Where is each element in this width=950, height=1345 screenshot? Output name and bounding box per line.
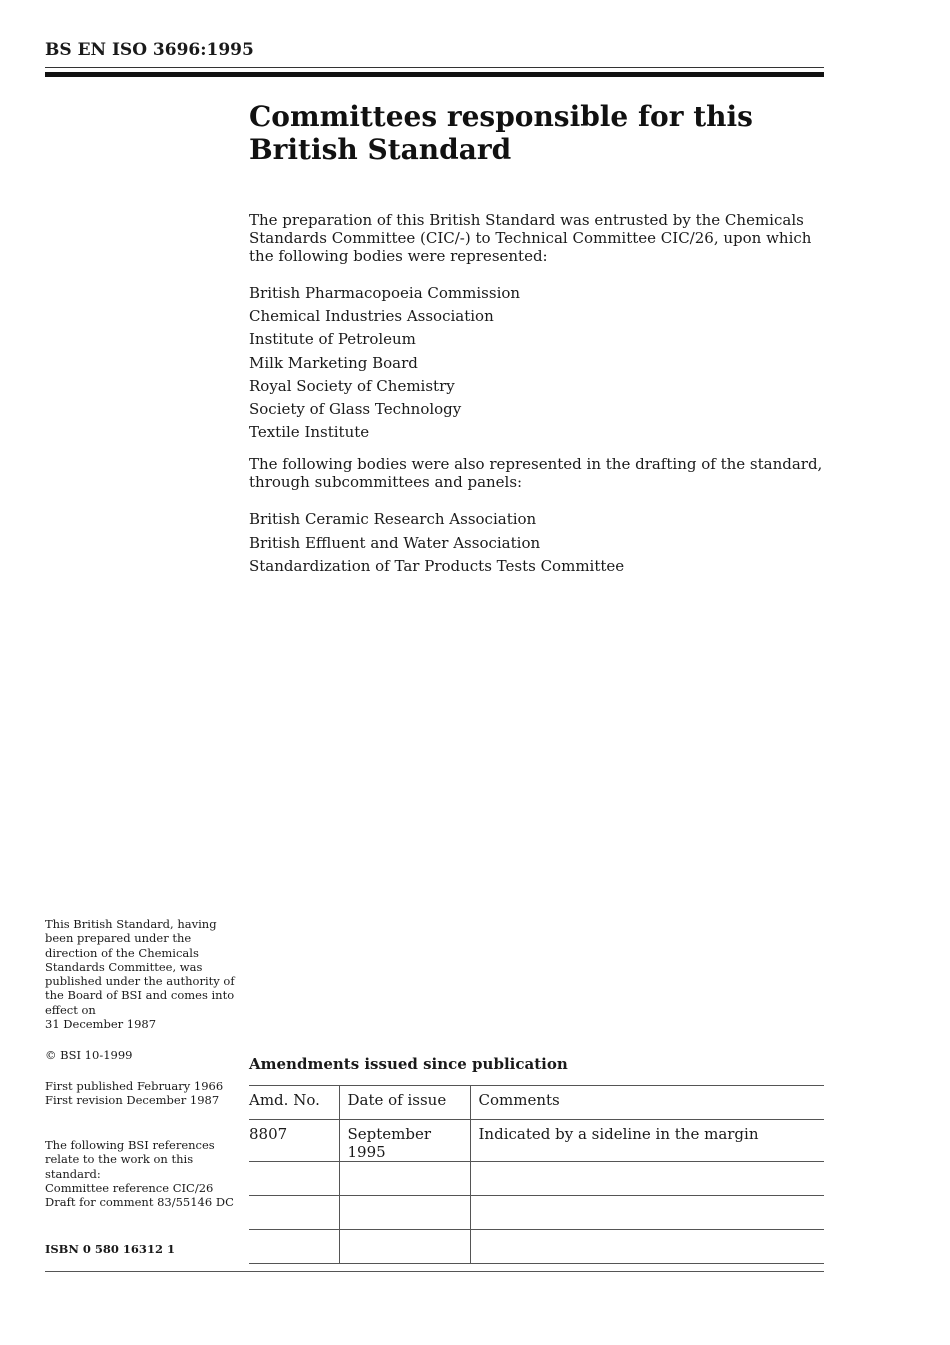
title-line-1: Committees responsible for this — [249, 100, 753, 133]
column-header-comments: Comments — [470, 1086, 824, 1120]
table-header-row — [249, 1086, 824, 1120]
table-row — [249, 1120, 824, 1162]
list-item: British Ceramic Research Association — [249, 510, 537, 529]
list-item: Institute of Petroleum — [249, 330, 416, 349]
list-item: British Pharmacopoeia Commission — [249, 284, 521, 302]
amd-no-cell — [249, 1230, 339, 1264]
bsi-references — [45, 1138, 240, 1209]
amendments-title: Amendments issued since publication — [249, 1055, 568, 1073]
amd-no-cell — [249, 1196, 339, 1230]
list-item: Standardization of Tar Products Tests Committee — [249, 556, 625, 575]
column-header-amd-no: Amd. No. — [249, 1086, 339, 1120]
first-revision: First revision December 1987 — [45, 1093, 220, 1108]
subcommittee-bodies-list — [249, 508, 825, 578]
comments-cell: Indicated by a sideline in the margin — [470, 1120, 824, 1162]
date-cell — [339, 1196, 470, 1230]
header-thick-rule — [45, 72, 824, 77]
header-thin-rule — [45, 67, 824, 68]
amd-no-cell — [249, 1162, 339, 1196]
publication-history — [45, 1079, 240, 1108]
list-item: Milk Marketing Board — [249, 353, 418, 372]
authority-text: This British Standard, having been prepared under the direction of the Chemicals Standards Committee, was published under the authority of the Board of BSI and comes into effect on — [45, 917, 235, 1017]
list-item: Chemical Industries Association — [249, 307, 494, 326]
date-cell — [339, 1162, 470, 1196]
copyright: © BSI 10-1999 — [45, 1048, 133, 1062]
committee-reference: Committee reference CIC/26 — [45, 1180, 214, 1195]
effective-date: 31 December 1987 — [45, 1017, 157, 1032]
column-header-date: Date of issue — [339, 1086, 470, 1120]
comments-cell — [470, 1196, 824, 1230]
page-title — [249, 100, 825, 166]
draft-reference: Draft for comment 83/55146 DC — [45, 1195, 234, 1210]
list-item: Royal Society of Chemistry — [249, 376, 455, 395]
amendments-table — [249, 1085, 824, 1264]
first-published: First published February 1966 — [45, 1079, 224, 1093]
comments-cell — [470, 1162, 824, 1196]
comments-cell — [470, 1230, 824, 1264]
amd-no-cell: 8807 — [249, 1120, 339, 1162]
footer-rule — [45, 1271, 824, 1272]
title-line-2: British Standard — [249, 133, 512, 166]
document-code: BS EN ISO 3696:1995 — [45, 40, 254, 60]
date-cell — [339, 1230, 470, 1264]
table-row — [249, 1230, 824, 1264]
references-intro: The following BSI references relate to the work on this standard: — [45, 1138, 215, 1181]
main-content — [249, 100, 825, 578]
date-cell: September 1995 — [339, 1120, 470, 1162]
table-row — [249, 1162, 824, 1196]
list-item: Society of Glass Technology — [249, 400, 462, 419]
list-item: Textile Institute — [249, 423, 370, 442]
table-row — [249, 1196, 824, 1230]
list-item: British Effluent and Water Association — [249, 533, 541, 552]
intro-paragraph: The preparation of this British Standard was entrusted by the Chemicals Standards Committee (CIC/-) to Technical Committee CIC/26, upon which the following bodies were represented: — [249, 211, 812, 265]
isbn: ISBN 0 580 16312 1 — [45, 1242, 175, 1256]
represented-bodies-list — [249, 282, 825, 444]
also-paragraph: The following bodies were also represented in the drafting of the standard, through subcommittees and panels: — [249, 455, 823, 492]
authority-note — [45, 917, 240, 1031]
